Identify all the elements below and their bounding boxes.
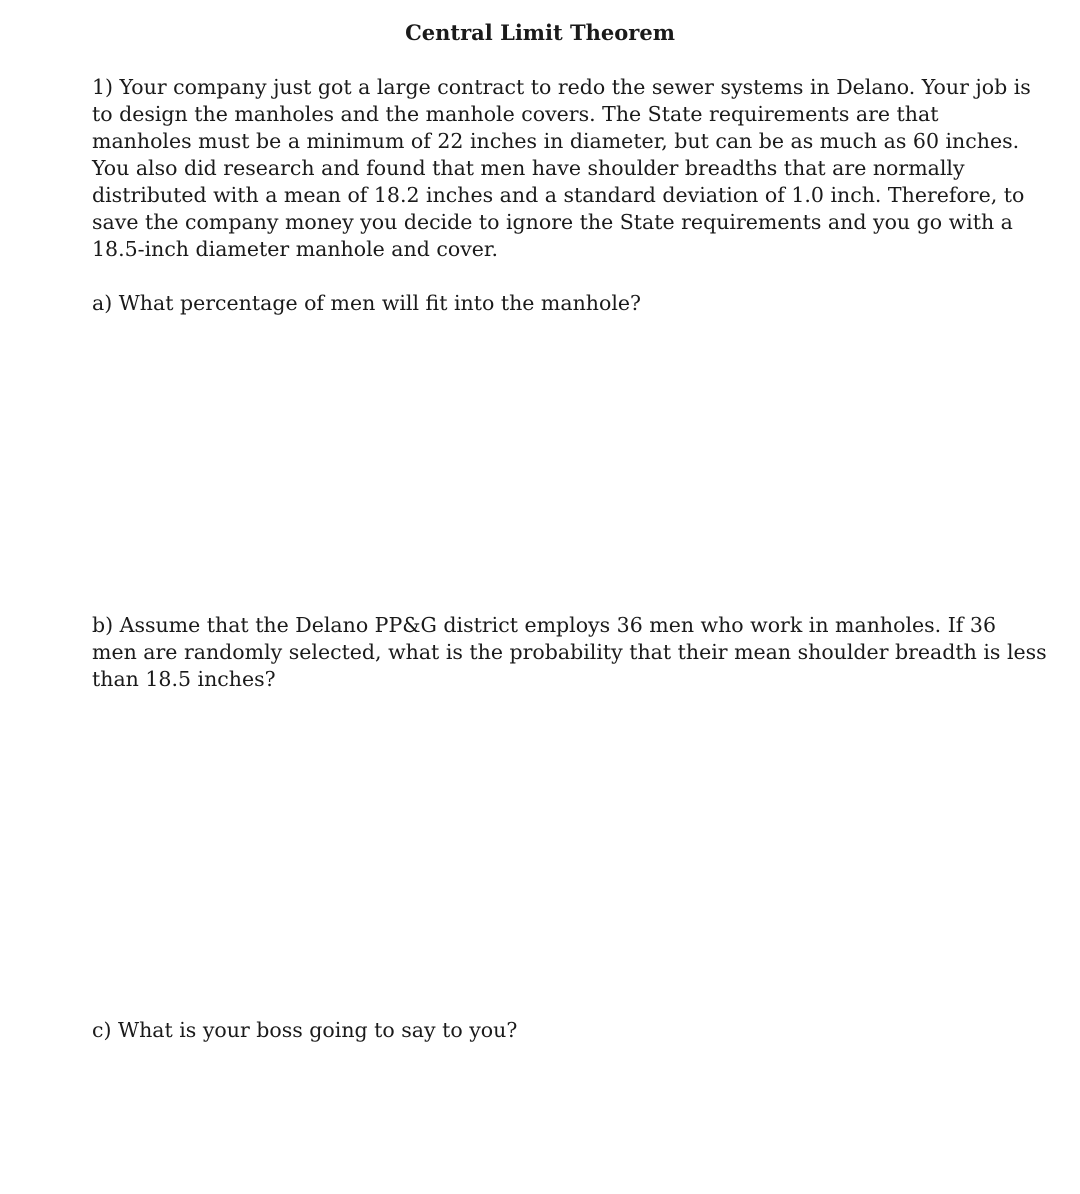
question-a — [92, 290, 992, 317]
question-a-text: a) What percentage of men will fit into the manhole? — [92, 291, 642, 315]
question-c-text: c) What is your boss going to say to you? — [92, 1018, 518, 1042]
problem-line: 1) Your company just got a large contract to redo the sewer systems in Delano. Your job is — [92, 75, 1031, 99]
problem-line: save the company money you decide to ignore the State requirements and you go with a — [92, 210, 1013, 234]
question-b-line: than 18.5 inches? — [92, 667, 276, 691]
document-title: Central Limit Theorem — [405, 20, 675, 45]
question-c — [92, 1017, 992, 1044]
problem-line: to design the manholes and the manhole covers. The State requirements are that — [92, 102, 939, 126]
question-b-line: b) Assume that the Delano PP&G district employs 36 men who work in manholes. If 36 — [92, 613, 996, 637]
question-b-line: men are randomly selected, what is the probability that their mean shoulder breadth is less — [92, 640, 1047, 664]
problem-line: distributed with a mean of 18.2 inches and a standard deviation of 1.0 inch. Therefore, to — [92, 183, 1025, 207]
problem-statement — [92, 74, 1031, 263]
problem-line: You also did research and found that men have shoulder breadths that are normally — [92, 156, 965, 180]
problem-line: manholes must be a minimum of 22 inches in diameter, but can be as much as 60 inches. — [92, 129, 1020, 153]
problem-line: 18.5-inch diameter manhole and cover. — [92, 237, 498, 261]
question-b — [92, 612, 1047, 693]
